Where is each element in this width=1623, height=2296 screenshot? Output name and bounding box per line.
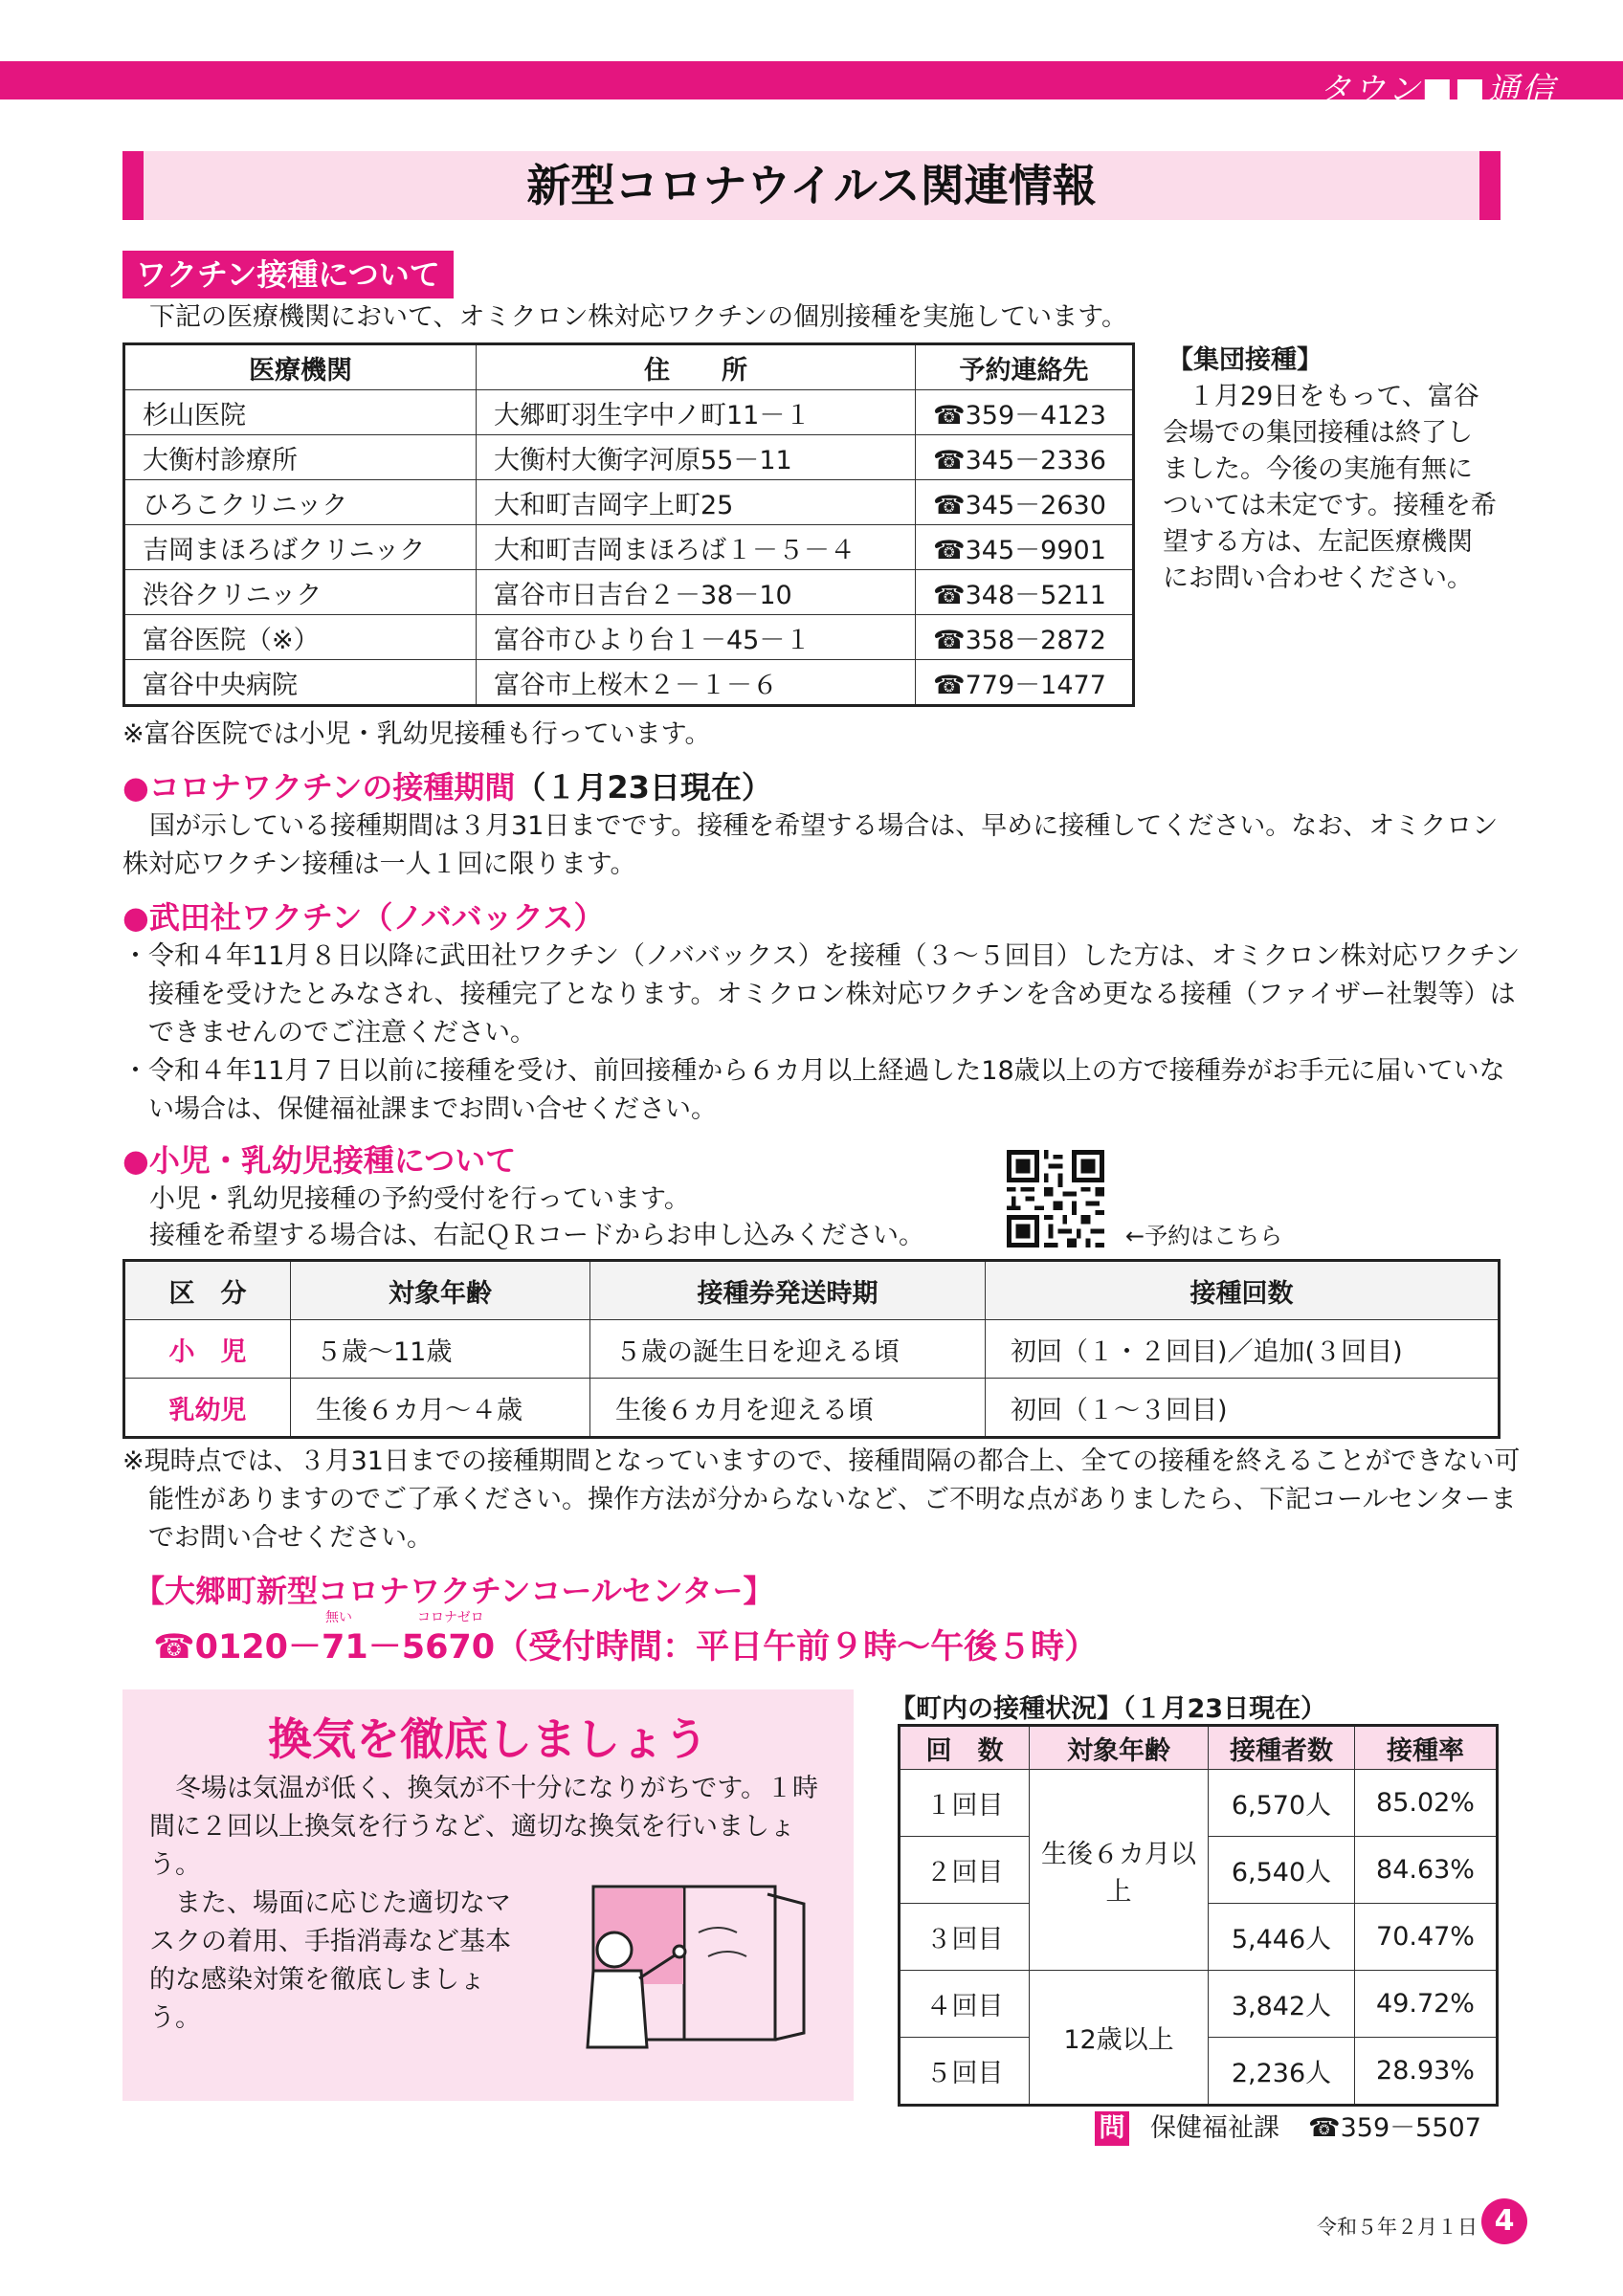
clinic-name: 富谷中央病院: [124, 660, 477, 706]
child-line-1: 小児・乳幼児接種の予約受付を行っています。: [149, 1184, 690, 1214]
doses-col-header: 接種回数: [986, 1261, 1500, 1320]
table-row: [900, 1770, 1498, 1837]
period-body: 国が示している接種期間は３月31日までです。接種を希望する場合は、早めに接種してください。なお、オミクロン株対応ワクチン接種は一人１回に限ります。: [122, 811, 1499, 879]
period-date: （１月23日現在）: [515, 769, 772, 806]
clinic-address: 大和町吉岡まほろば１－５－４: [477, 525, 916, 570]
clinic-address: 大郷町羽生字中ノ町11－１: [477, 390, 916, 435]
doses-cell: 初回（１～３回目): [986, 1379, 1500, 1438]
round-cell: ２回目: [900, 1837, 1030, 1904]
age-col-header: 対象年齢: [1030, 1726, 1209, 1770]
qr-caption: ←予約はこちら: [1125, 1223, 1283, 1249]
vaccinated-cell: 2,236人: [1209, 2038, 1355, 2106]
period-heading-text: ●コロナワクチンの接種期間: [122, 769, 516, 806]
age-cell: ５歳～11歳: [291, 1320, 590, 1379]
clinic-name: 富谷医院（※）: [124, 615, 477, 660]
doses-cell: 初回（１・２回目)／追加(３回目): [986, 1320, 1500, 1379]
clinic-name: 吉岡まほろばクリニック: [124, 525, 477, 570]
contact-phone: ☎359－5507: [1308, 2113, 1481, 2143]
vaccine-intro: 下記の医療機関において、オミクロン株対応ワクチンの個別接種を実施しています。: [149, 302, 1127, 332]
address-col-header: 住 所: [477, 344, 916, 390]
status-title: 【町内の接種状況】（１月23日現在）: [890, 1694, 1327, 1724]
round-cell: ５回目: [900, 2038, 1030, 2106]
clinic-address: 富谷市上桜木２－１－６: [477, 660, 916, 706]
rate-cell: 85.02%: [1355, 1770, 1498, 1837]
table-row: [124, 480, 1134, 525]
clinic-phone: ☎348－5211: [916, 570, 1134, 615]
vaccinated-col-header: 接種者数: [1209, 1726, 1355, 1770]
clinic-name: 渋谷クリニック: [124, 570, 477, 615]
ventilation-title: 換気を徹底しましょう: [268, 1713, 708, 1765]
table-row: [124, 1379, 1500, 1438]
clinic-address: 大和町吉岡字上町25: [477, 480, 916, 525]
clinic-phone: ☎358－2872: [916, 615, 1134, 660]
table-row: [900, 1971, 1498, 2038]
category-col-header: 区 分: [124, 1261, 291, 1320]
call-center-phone: ☎0120－71－5670（受付時間：平日午前９時～午後５時）: [153, 1628, 1099, 1667]
round-col-header: 回 数: [900, 1726, 1030, 1770]
ventilation-paragraph-2: また、場面に応じた適切なマスクの着用、手指消毒など基本的な感染対策を徹底しましょう。: [149, 1888, 511, 2033]
rate-cell: 28.93%: [1355, 2038, 1498, 2106]
takeda-bullet-2: ・令和４年11月７日以前に接種を受け、前回接種から６カ月以上経過した18歳以上の方で接種券がお手元に届いていない場合は、保健福祉課までお問い合せください。: [122, 1056, 1505, 1124]
clinic-phone: ☎345－2336: [916, 435, 1134, 480]
round-cell: ４回目: [900, 1971, 1030, 2038]
takeda-bullet-1: ・令和４年11月８日以降に武田社ワクチン（ノババックス）を接種（３～５回目）した方は、オミクロン株対応ワクチン接種を受けたとみなされ、接種完了となります。オミクロン株対応ワクチンを含め更なる接種（ファイザー社製等）はできませんのでご注意ください。: [122, 941, 1521, 1048]
ticket-cell: 生後６カ月を迎える頃: [590, 1379, 986, 1438]
clinic-name: 杉山医院: [124, 390, 477, 435]
vaccinated-cell: 6,540人: [1209, 1837, 1355, 1904]
rate-cell: 84.63%: [1355, 1837, 1498, 1904]
table-row: [124, 435, 1134, 480]
clinic-phone: ☎345－9901: [916, 525, 1134, 570]
category-cell: 乳幼児: [124, 1379, 291, 1438]
child-line-2: 接種を希望する場合は、右記ＱＲコードからお申し込みください。: [149, 1221, 924, 1250]
reservation-qr-code[interactable]: [1007, 1150, 1104, 1247]
takeda-heading: ●武田社ワクチン（ノババックス）: [122, 899, 605, 936]
age-group-cell: 12歳以上: [1030, 1971, 1209, 2106]
group-vaccination-title: 【集団接種】: [1167, 345, 1323, 375]
clinic-col-header: 医療機関: [124, 344, 477, 390]
clinic-name: ひろこクリニック: [124, 480, 477, 525]
vaccinated-cell: 6,570人: [1209, 1770, 1355, 1837]
age-cell: 生後６カ月～４歳: [291, 1379, 590, 1438]
clinic-address: 富谷市日吉台２－38－10: [477, 570, 916, 615]
clinic-phone: ☎359－4123: [916, 390, 1134, 435]
contact-info: [1095, 2107, 1481, 2146]
table-row: [124, 390, 1134, 435]
page-title: 新型コロナウイルス関連情報: [526, 160, 1097, 211]
page-number: 4: [1481, 2198, 1527, 2244]
clinic-table: [122, 342, 1135, 707]
table-row: [124, 660, 1134, 706]
round-cell: ３回目: [900, 1904, 1030, 1971]
table-row: [124, 525, 1134, 570]
call-center-title: 【大郷町新型コロナワクチンコールセンター】: [134, 1573, 774, 1609]
table-row: [124, 1320, 1500, 1379]
vaccinated-cell: 3,842人: [1209, 1971, 1355, 2038]
vaccination-status-table: [898, 1724, 1499, 2107]
round-cell: １回目: [900, 1770, 1030, 1837]
table-row: [124, 615, 1134, 660]
age-group-cell: 生後６カ月以上: [1030, 1770, 1209, 1971]
age-col-header: 対象年齢: [291, 1261, 590, 1320]
ticket-col-header: 接種券発送時期: [590, 1261, 986, 1320]
child-schedule-table: [122, 1259, 1501, 1439]
publication-name: タウン■■通信: [1318, 71, 1556, 109]
phone-col-header: 予約連絡先: [916, 344, 1134, 390]
phone-ruby-1: 無い: [325, 1610, 352, 1625]
child-note: ※現時点では、３月31日までの接種期間となっていますので、接種間隔の都合上、全ての接種を終えることができない可能性がありますのでご了承ください。操作方法が分からないなど、ご不明な点がありましたら、下記コールセンターまでお問い合せください。: [122, 1446, 1521, 1553]
clinic-note: ※富谷医院では小児・乳幼児接種も行っています。: [122, 719, 711, 749]
table-row: [124, 570, 1134, 615]
clinic-address: 大衡村大衡字河原55－11: [477, 435, 916, 480]
ventilation-paragraph-1: 冬場は気温が低く、換気が不十分になりがちです。１時間に２回以上換気を行うなど、適切な換気を行いましょう。: [149, 1774, 819, 1880]
title-banner: [122, 151, 1501, 220]
window-ventilation-illustration: [555, 1866, 813, 2057]
vaccinated-cell: 5,446人: [1209, 1904, 1355, 1971]
clinic-name: 大衡村診療所: [124, 435, 477, 480]
contact-dept: 保健福祉課: [1150, 2113, 1279, 2143]
rate-cell: 70.47%: [1355, 1904, 1498, 1971]
period-heading: [122, 763, 772, 807]
phone-ruby-2: コロナゼロ: [417, 1610, 484, 1625]
ticket-cell: ５歳の誕生日を迎える頃: [590, 1320, 986, 1379]
child-heading: ●小児・乳幼児接種について: [122, 1142, 517, 1179]
issue-date: 令和５年２月１日: [1317, 2216, 1478, 2239]
clinic-address: 富谷市ひより台１－45－１: [477, 615, 916, 660]
rate-col-header: 接種率: [1355, 1726, 1498, 1770]
section-label-vaccine: ワクチン接種について: [122, 251, 454, 298]
rate-cell: 49.72%: [1355, 1971, 1498, 2038]
category-cell: 小 児: [124, 1320, 291, 1379]
inquiry-badge: 問: [1095, 2111, 1129, 2146]
group-vaccination-body: １月29日をもって、富谷会場での集団接種は終了しました。今後の実施有無については未定です。接種を希望する方は、左記医療機関にお問い合わせください。: [1163, 382, 1497, 593]
clinic-phone: ☎779－1477: [916, 660, 1134, 706]
clinic-phone: ☎345－2630: [916, 480, 1134, 525]
